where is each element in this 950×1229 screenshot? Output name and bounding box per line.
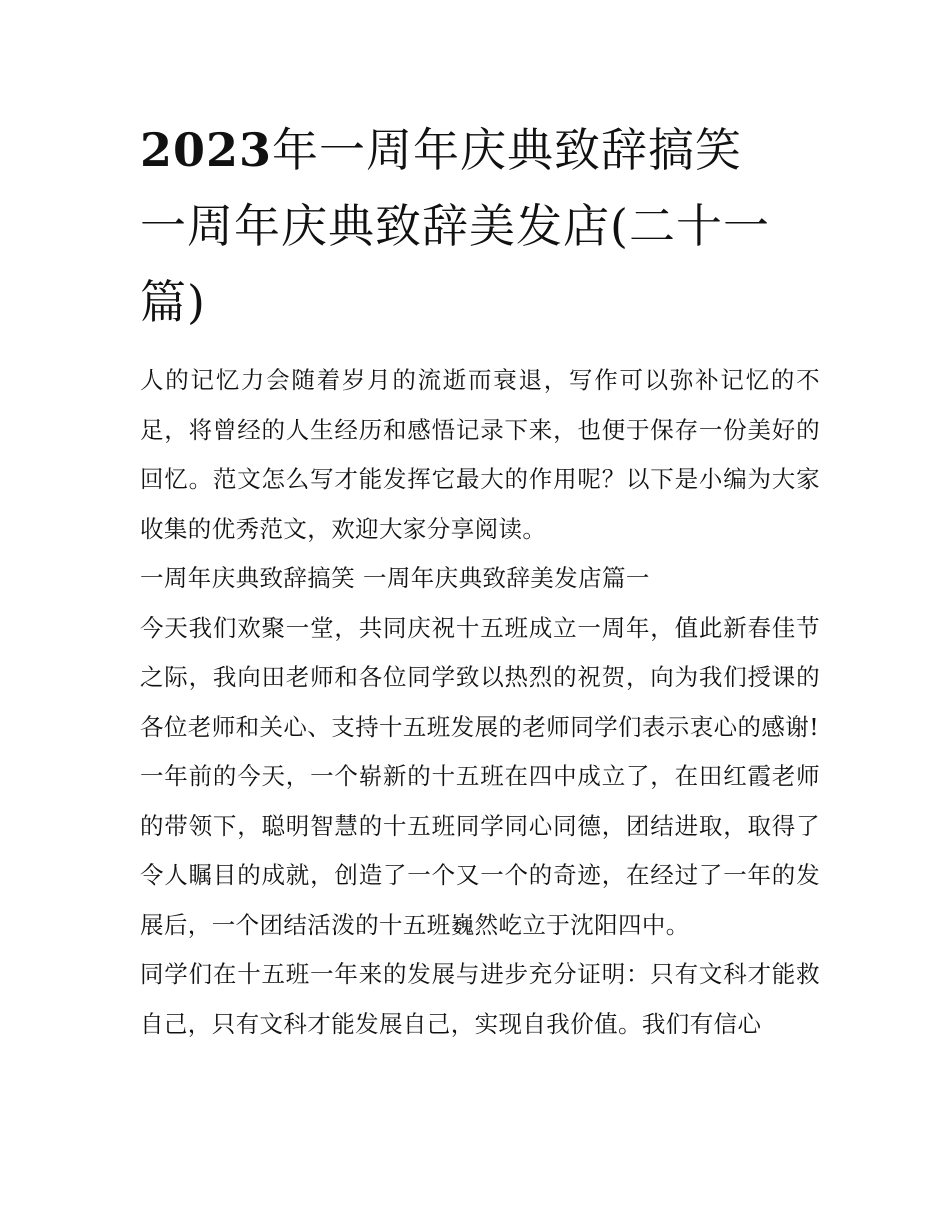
title-line-2: 一周年庆典致辞美发店(二十一 xyxy=(140,199,770,253)
intro-paragraph: 人的记忆力会随着岁月的流逝而衰退，写作可以弥补记忆的不足，将曾经的人生经历和感悟记录下来，也便于保存一份美好的回忆。范文怎么写才能发挥它最大的作用呢？以下是小编为大家收集的优秀范文，欢迎大家分享阅读。 xyxy=(140,366,820,543)
title-line-3: 篇) xyxy=(140,275,206,329)
document-title xyxy=(140,112,820,340)
body-paragraph-1: 今天我们欢聚一堂，共同庆祝十五班成立一周年，值此新春佳节之际，我向田老师和各位同学致以热烈的祝贺，向为我们授课的各位老师和关心、支持十五班发展的老师同学们表示衷心的感谢! xyxy=(140,613,820,741)
title-line-1-text: 年一周年庆典致辞搞笑 xyxy=(272,123,743,177)
title-year: 2023 xyxy=(140,123,273,177)
body-paragraph-3: 同学们在十五班一年来的发展与进步充分证明：只有文科才能救自己，只有文科才能发展自己，实现自我价值。我们有信心 xyxy=(140,960,820,1038)
body-paragraph-2: 一年前的今天，一个崭新的十五班在四中成立了，在田红霞老师的带领下，聪明智慧的十五班同学同心同德，团结进取，取得了令人瞩目的成就，创造了一个又一个的奇迹，在经过了一年的发展后，一个团结活泼的十五班巍然屹立于沈阳四中。 xyxy=(140,762,820,939)
section-heading: 一周年庆典致辞搞笑 一周年庆典致辞美发店篇一 xyxy=(140,564,650,592)
title-line-1 xyxy=(140,112,820,188)
document-body xyxy=(140,112,820,1049)
